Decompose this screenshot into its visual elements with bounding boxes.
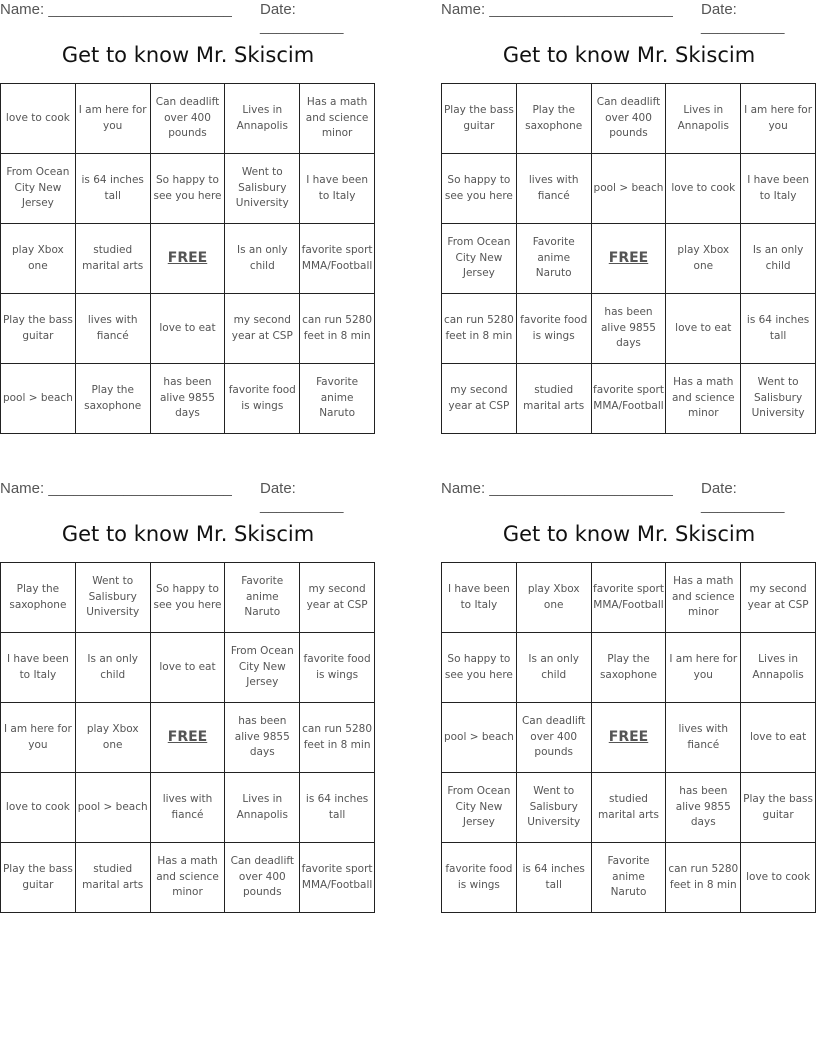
bingo-cell: I have been to Italy bbox=[741, 154, 816, 224]
bingo-cell: Can deadlift over 400 pounds bbox=[225, 843, 300, 913]
bingo-cell: I am here for you bbox=[76, 84, 151, 154]
bingo-cell: So happy to see you here bbox=[442, 154, 517, 224]
bingo-card bbox=[441, 479, 816, 919]
bingo-cell: Has a math and science minor bbox=[666, 563, 741, 633]
bingo-cell: Favorite anime Naruto bbox=[517, 224, 592, 294]
bingo-cell: studied marital arts bbox=[592, 773, 667, 843]
bingo-cell: Can deadlift over 400 pounds bbox=[517, 703, 592, 773]
bingo-cell: love to cook bbox=[666, 154, 741, 224]
bingo-cell: Went to Salisbury University bbox=[76, 563, 151, 633]
bingo-cell: Play the bass guitar bbox=[1, 843, 76, 913]
name-field-label: Name: ______________________ bbox=[0, 480, 232, 497]
bingo-cell: my second year at CSP bbox=[741, 563, 816, 633]
card-header bbox=[441, 1, 816, 35]
bingo-cell: favorite sport MMA/Football bbox=[592, 364, 667, 434]
bingo-grid bbox=[0, 83, 375, 434]
bingo-cell: So happy to see you here bbox=[442, 633, 517, 703]
bingo-grid bbox=[0, 562, 375, 913]
card-header bbox=[0, 480, 376, 514]
bingo-cell: can run 5280 feet in 8 min bbox=[300, 703, 375, 773]
bingo-grid bbox=[441, 562, 816, 913]
bingo-cell: favorite food is wings bbox=[517, 294, 592, 364]
bingo-card bbox=[441, 0, 816, 440]
bingo-cell: love to cook bbox=[1, 84, 76, 154]
bingo-cell: favorite sport MMA/Football bbox=[592, 563, 667, 633]
bingo-cell: So happy to see you here bbox=[151, 563, 226, 633]
date-field-label: Date: __________ bbox=[701, 480, 785, 514]
card-title: Get to know Mr. Skiscim bbox=[502, 43, 756, 67]
bingo-cell: play Xbox one bbox=[666, 224, 741, 294]
bingo-cell: I have been to Italy bbox=[442, 563, 517, 633]
bingo-cell: Has a math and science minor bbox=[666, 364, 741, 434]
bingo-cell: Is an only child bbox=[225, 224, 300, 294]
card-header bbox=[0, 1, 376, 35]
card-title: Get to know Mr. Skiscim bbox=[502, 522, 756, 546]
bingo-cell: love to cook bbox=[741, 843, 816, 913]
bingo-cell: Favorite anime Naruto bbox=[225, 563, 300, 633]
bingo-cell: love to cook bbox=[1, 773, 76, 843]
bingo-cell: Play the bass guitar bbox=[442, 84, 517, 154]
bingo-cell: love to eat bbox=[151, 294, 226, 364]
bingo-cell: is 64 inches tall bbox=[741, 294, 816, 364]
bingo-cell: pool > beach bbox=[592, 154, 667, 224]
bingo-cell: my second year at CSP bbox=[442, 364, 517, 434]
date-field-label: Date: __________ bbox=[260, 480, 344, 514]
name-field-label: Name: ______________________ bbox=[441, 480, 673, 497]
bingo-cell: studied marital arts bbox=[76, 224, 151, 294]
card-header bbox=[441, 480, 816, 514]
bingo-cell: has been alive 9855 days bbox=[666, 773, 741, 843]
bingo-cell: my second year at CSP bbox=[300, 563, 375, 633]
bingo-cell: So happy to see you here bbox=[151, 154, 226, 224]
bingo-cell: is 64 inches tall bbox=[300, 773, 375, 843]
bingo-cell: love to eat bbox=[741, 703, 816, 773]
bingo-cell: lives with fiancé bbox=[666, 703, 741, 773]
bingo-cell: Can deadlift over 400 pounds bbox=[151, 84, 226, 154]
bingo-cell: favorite food is wings bbox=[225, 364, 300, 434]
bingo-cell: favorite sport MMA/Football bbox=[300, 843, 375, 913]
bingo-cell: From Ocean City New Jersey bbox=[442, 224, 517, 294]
bingo-cell: favorite food is wings bbox=[442, 843, 517, 913]
bingo-cell: favorite sport MMA/Football bbox=[300, 224, 375, 294]
bingo-cell: Went to Salisbury University bbox=[741, 364, 816, 434]
bingo-card bbox=[0, 479, 376, 919]
bingo-card bbox=[0, 0, 376, 440]
bingo-cell: love to eat bbox=[666, 294, 741, 364]
card-title: Get to know Mr. Skiscim bbox=[61, 43, 315, 67]
bingo-cell: can run 5280 feet in 8 min bbox=[442, 294, 517, 364]
bingo-cell: play Xbox one bbox=[1, 224, 76, 294]
bingo-cell: I have been to Italy bbox=[1, 633, 76, 703]
bingo-cell: From Ocean City New Jersey bbox=[225, 633, 300, 703]
bingo-cell: Lives in Annapolis bbox=[741, 633, 816, 703]
bingo-cell: Play the bass guitar bbox=[1, 294, 76, 364]
free-space-cell: FREE bbox=[151, 703, 226, 773]
bingo-cell: I am here for you bbox=[666, 633, 741, 703]
bingo-cell: pool > beach bbox=[442, 703, 517, 773]
name-field-label: Name: ______________________ bbox=[441, 1, 673, 18]
bingo-cell: my second year at CSP bbox=[225, 294, 300, 364]
card-title: Get to know Mr. Skiscim bbox=[61, 522, 315, 546]
bingo-cell: lives with fiancé bbox=[76, 294, 151, 364]
bingo-cell: Went to Salisbury University bbox=[517, 773, 592, 843]
bingo-cell: Favorite anime Naruto bbox=[300, 364, 375, 434]
bingo-cell: Lives in Annapolis bbox=[225, 84, 300, 154]
bingo-cell: Lives in Annapolis bbox=[666, 84, 741, 154]
bingo-cell: play Xbox one bbox=[76, 703, 151, 773]
bingo-cell: From Ocean City New Jersey bbox=[1, 154, 76, 224]
bingo-cell: Lives in Annapolis bbox=[225, 773, 300, 843]
bingo-cell: Play the saxophone bbox=[76, 364, 151, 434]
bingo-cell: is 64 inches tall bbox=[76, 154, 151, 224]
bingo-cell: has been alive 9855 days bbox=[592, 294, 667, 364]
bingo-cell: Play the saxophone bbox=[592, 633, 667, 703]
bingo-cell: play Xbox one bbox=[517, 563, 592, 633]
date-field-label: Date: __________ bbox=[260, 1, 344, 35]
bingo-cell: I have been to Italy bbox=[300, 154, 375, 224]
bingo-cell: Is an only child bbox=[517, 633, 592, 703]
name-field-label: Name: ______________________ bbox=[0, 1, 232, 18]
bingo-cell: Favorite anime Naruto bbox=[592, 843, 667, 913]
bingo-cell: pool > beach bbox=[1, 364, 76, 434]
bingo-cell: lives with fiancé bbox=[517, 154, 592, 224]
bingo-cell: has been alive 9855 days bbox=[151, 364, 226, 434]
bingo-cell: I am here for you bbox=[1, 703, 76, 773]
bingo-cell: Has a math and science minor bbox=[151, 843, 226, 913]
bingo-cell: I am here for you bbox=[741, 84, 816, 154]
bingo-cell: studied marital arts bbox=[76, 843, 151, 913]
bingo-cell: Play the saxophone bbox=[517, 84, 592, 154]
date-field-label: Date: __________ bbox=[701, 1, 785, 35]
bingo-cell: Is an only child bbox=[741, 224, 816, 294]
bingo-cell: Play the saxophone bbox=[1, 563, 76, 633]
bingo-cell: Play the bass guitar bbox=[741, 773, 816, 843]
bingo-cell: favorite food is wings bbox=[300, 633, 375, 703]
bingo-cell: studied marital arts bbox=[517, 364, 592, 434]
bingo-cell: can run 5280 feet in 8 min bbox=[300, 294, 375, 364]
bingo-cell: Is an only child bbox=[76, 633, 151, 703]
bingo-cell: is 64 inches tall bbox=[517, 843, 592, 913]
bingo-cell: lives with fiancé bbox=[151, 773, 226, 843]
bingo-cell: can run 5280 feet in 8 min bbox=[666, 843, 741, 913]
bingo-cell: From Ocean City New Jersey bbox=[442, 773, 517, 843]
bingo-cell: Can deadlift over 400 pounds bbox=[592, 84, 667, 154]
free-space-cell: FREE bbox=[592, 224, 667, 294]
bingo-cell: pool > beach bbox=[76, 773, 151, 843]
bingo-cell: has been alive 9855 days bbox=[225, 703, 300, 773]
bingo-cell: Has a math and science minor bbox=[300, 84, 375, 154]
bingo-grid bbox=[441, 83, 816, 434]
bingo-cell: love to eat bbox=[151, 633, 226, 703]
free-space-cell: FREE bbox=[592, 703, 667, 773]
free-space-cell: FREE bbox=[151, 224, 226, 294]
bingo-cell: Went to Salisbury University bbox=[225, 154, 300, 224]
